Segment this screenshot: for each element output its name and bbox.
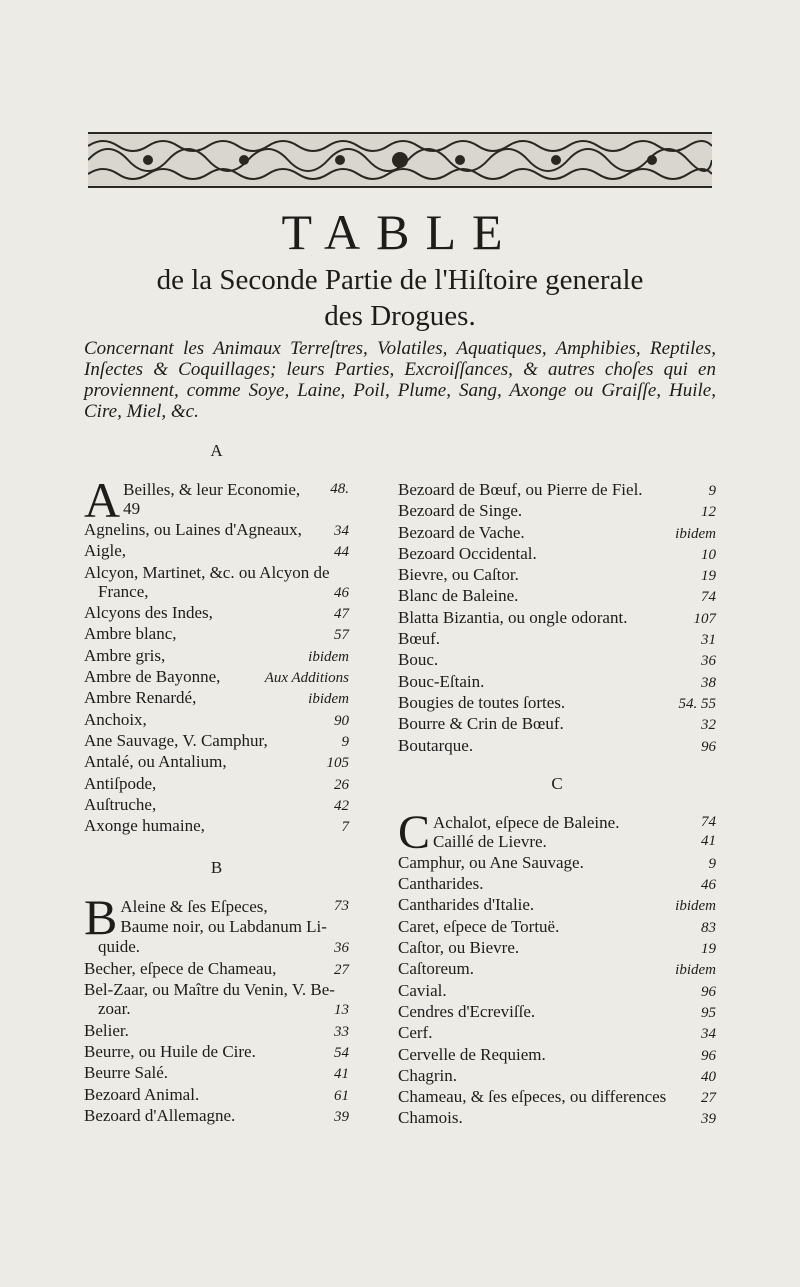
entry-text: Bougies de toutes ſortes. (398, 692, 566, 712)
index-entry (84, 646, 349, 667)
index-entry (398, 981, 716, 1002)
section-letter: C (551, 773, 563, 793)
entry-page: 42 (334, 797, 349, 814)
index-entry (84, 1106, 349, 1127)
entry-text: Ambre de Bayonne, (84, 667, 221, 687)
index-entry (84, 731, 349, 752)
entry-text: Bezoard de Vache. (398, 522, 525, 542)
index-entry (84, 1085, 349, 1106)
entry-text: Camphur, ou Ane Sauvage. (398, 852, 584, 872)
index-entry (398, 1066, 716, 1087)
index-entry (398, 523, 716, 544)
index-entry (398, 853, 716, 874)
entry-text: Blatta Bizantia, ou ongle odorant. (398, 607, 628, 627)
entry-text: Bezoard Occidental. (398, 543, 537, 563)
entry-page: 107 (693, 610, 716, 627)
entry-page: 9 (341, 733, 349, 750)
entry-page: ibidem (308, 648, 349, 665)
index-entry (398, 693, 716, 714)
entry-text: Cavial. (398, 980, 447, 1000)
section-c (398, 773, 716, 1130)
right-column (398, 440, 716, 1150)
entry-text: Belier. (84, 1020, 129, 1040)
entry-page: 34 (334, 523, 349, 539)
index-entry (398, 672, 716, 693)
left-column (84, 440, 349, 1147)
entry-page: 12 (701, 504, 716, 521)
index-entry (398, 1002, 716, 1023)
index-entry (84, 667, 349, 688)
entry-list (84, 937, 349, 1127)
entry-page: ibidem (675, 962, 716, 979)
entry-text: Chamois. (398, 1108, 463, 1128)
index-entry (398, 501, 716, 522)
entry-text: Axonge humaine, (84, 816, 205, 836)
entry-page: 46 (334, 584, 349, 601)
entry-text: Ambre blanc, (84, 624, 177, 644)
entry-page: 19 (701, 941, 716, 958)
index-entry (84, 710, 349, 731)
index-entry (84, 999, 349, 1020)
entry-page: 10 (701, 546, 716, 563)
entry-text: Bel-Zaar, ou Maître du Venin, V. Be- (84, 980, 335, 1000)
entry-page: 44 (334, 544, 349, 561)
entry-page: 19 (701, 568, 716, 585)
index-entry (84, 563, 349, 582)
index-entry (398, 917, 716, 938)
entry-text: Bezoard de Singe. (398, 501, 523, 521)
index-entry (398, 565, 716, 586)
index-entry (84, 980, 349, 999)
index-entry (120, 917, 349, 936)
entry-text: zoar. (98, 999, 131, 1019)
entry-text: Beurre Salé. (84, 1063, 169, 1083)
index-entry (84, 1042, 349, 1063)
entry-page: 54. 55 (678, 695, 716, 712)
entry-text: Alcyons des Indes, (84, 603, 213, 623)
entry-text: Ambre Renardé, (84, 688, 197, 708)
drop-cap-block (84, 889, 349, 946)
entry-text: Beurre, ou Huile de Cire. (84, 1041, 256, 1061)
entry-page: 95 (701, 1004, 716, 1021)
entry-page: 31 (701, 632, 716, 649)
index-entry (398, 480, 716, 501)
entry-page: 74 (701, 589, 716, 606)
entry-page: 96 (701, 983, 716, 1000)
entry-text: Cerf. (398, 1023, 433, 1043)
entry-text: Antalé, ou Antalium, (84, 752, 227, 772)
entry-text: Blanc de Baleine. (398, 586, 519, 606)
entry-text: Alcyon, Martinet, &c. ou Alcyon de (84, 562, 330, 582)
entry-text: Cantharides. (398, 874, 484, 894)
index-entry (84, 752, 349, 773)
entry-page: 96 (701, 1047, 716, 1064)
page-title: TABLE (281, 204, 519, 260)
entry-page: 39 (334, 1108, 349, 1125)
entry-text: Bievre, ou Caſtor. (398, 565, 519, 585)
entry-page: 9 (708, 855, 716, 872)
entry-text: quide. (98, 937, 141, 957)
entry-text: Caſtor, ou Bievre. (398, 938, 520, 958)
entry-text: Antiſpode, (84, 773, 157, 793)
entry-page: 41 (334, 1066, 349, 1083)
index-entry (398, 629, 716, 650)
section-b (84, 857, 349, 1127)
entry-page: 27 (334, 961, 349, 978)
entry-list (398, 480, 716, 757)
entry-list (398, 853, 716, 1130)
decorative-header-band (88, 132, 712, 188)
entry-page: 105 (326, 755, 349, 772)
entry-page: 32 (701, 717, 716, 734)
concerning-paragraph: Concernant les Animaux Terreſtres, Volatiles, Aquatiques, Amphibies, Reptiles, Inſectes & Coquillages; leurs Parties, Excroiſſances, & autres choſes qui en proviennent, comme Soye, Laine, Poil, Plume, Sang, Axonge ou Graiſſe, Huile, Cire, Miel, &c. (84, 338, 716, 422)
entry-page: 7 (341, 819, 349, 836)
entry-page: 96 (701, 738, 716, 755)
entry-page: 54 (334, 1044, 349, 1061)
entry-page: 47 (334, 606, 349, 623)
entry-text: Bouc-Eſtain. (398, 671, 485, 691)
index-entry (84, 541, 349, 562)
index-entry (84, 1063, 349, 1084)
entry-text: Agnelins, ou Laines d'Agneaux, (84, 520, 302, 539)
entry-text: Becher, eſpece de Chameau, (84, 958, 277, 978)
index-entry (398, 650, 716, 671)
entry-text: Caſtoreum. (398, 959, 475, 979)
entry-page: 48. (330, 481, 349, 497)
index-entry (84, 795, 349, 816)
entry-text: Bezoard d'Allemagne. (84, 1105, 236, 1125)
index-entry (84, 959, 349, 980)
entry-page: 74 (701, 813, 716, 830)
entry-page: 26 (334, 776, 349, 793)
entry-list (84, 520, 349, 837)
index-entry (123, 480, 349, 499)
entry-page: 41 (701, 833, 716, 850)
entry-page: 34 (701, 1026, 716, 1043)
index-entry (84, 816, 349, 837)
entry-page: 38 (701, 674, 716, 691)
entry-text: Bœuf. (398, 629, 441, 649)
entry-page: 36 (334, 940, 349, 957)
entry-page: 33 (334, 1023, 349, 1040)
entry-text: Caret, eſpece de Tortuë. (398, 916, 560, 936)
index-entry (398, 938, 716, 959)
entry-text: Cantharides d'Italie. (398, 895, 535, 915)
entry-page: 90 (334, 712, 349, 729)
index-entry (84, 520, 349, 541)
entry-text: Beilles, & leur Economie, (123, 480, 301, 499)
index-entry (398, 1108, 716, 1129)
entry-text: Bourre & Crin de Bœuf. (398, 714, 564, 734)
section-letter: B (210, 858, 223, 878)
entry-page: Aux Additions (264, 670, 349, 687)
entry-text: Caillé de Lievre. (433, 832, 547, 852)
entry-text: Baume noir, ou Labdanum Li- (120, 916, 327, 936)
entry-page: 39 (701, 1111, 716, 1128)
index-entry (398, 895, 716, 916)
entry-page: 13 (334, 1002, 349, 1019)
index-entry (84, 624, 349, 645)
entry-text: Ane Sauvage, V. Camphur, (84, 730, 268, 750)
index-entry (433, 813, 716, 832)
entry-text: Cendres d'Ecreviſſe. (398, 1001, 536, 1021)
entry-text: Bezoard Animal. (84, 1084, 200, 1104)
entry-text: Boutarque. (398, 735, 474, 755)
entry-page: ibidem (308, 691, 349, 708)
ornament-icon (88, 134, 712, 186)
index-entry (398, 959, 716, 980)
section-a (84, 440, 349, 837)
subtitle-line-1: de la Seconde Partie de l'Hiſtoire generale (156, 264, 644, 296)
entry-text: Auſtruche, (84, 794, 157, 814)
index-entry (84, 688, 349, 709)
entry-page: ibidem (675, 898, 716, 915)
index-entry (84, 937, 349, 958)
entry-text: France, (98, 581, 149, 601)
section-letter: A (210, 441, 223, 460)
entry-page: 83 (701, 919, 716, 936)
entry-page: 40 (701, 1068, 716, 1085)
entry-text: Aleine & ſes Eſpeces, (120, 897, 268, 917)
index-entry (398, 586, 716, 607)
drop-cap-block (398, 805, 716, 859)
spacer (398, 440, 716, 480)
entry-page: 27 (701, 1090, 716, 1107)
index-entry (84, 603, 349, 624)
entry-text: Cervelle de Requiem. (398, 1044, 546, 1064)
entry-text: Bouc. (398, 650, 439, 670)
entry-page: ibidem (675, 525, 716, 542)
index-entry (120, 897, 349, 916)
entry-text: Ambre gris, (84, 645, 166, 665)
drop-cap-block (84, 472, 349, 528)
index-entry (398, 608, 716, 629)
index-entry (84, 582, 349, 603)
entry-text: Achalot, eſpece de Baleine. (433, 812, 620, 832)
index-entry (398, 874, 716, 895)
entry-text: Chagrin. (398, 1065, 458, 1085)
entry-page: 9 (708, 483, 716, 499)
index-entry (84, 1021, 349, 1042)
index-entry (398, 1023, 716, 1044)
entry-page: 73 (334, 898, 349, 915)
entry-text: Anchoix, (84, 709, 147, 729)
index-entry (398, 736, 716, 757)
entry-text: Bezoard de Bœuf, ou Pierre de Fiel. (398, 480, 643, 499)
drop-cap: B (84, 889, 118, 946)
entry-page: 36 (701, 653, 716, 670)
index-entry (398, 1045, 716, 1066)
subtitle-line-2: des Drogues. (324, 300, 476, 332)
drop-cap: C (398, 805, 431, 859)
index-entry (123, 499, 349, 518)
entry-text: 49 (123, 499, 141, 519)
index-entry (398, 544, 716, 565)
drop-cap: A (84, 472, 121, 528)
index-entry (84, 774, 349, 795)
entry-page: 57 (334, 627, 349, 644)
entry-page: 61 (334, 1087, 349, 1104)
index-entry (398, 1087, 716, 1108)
index-entry (398, 714, 716, 735)
index-entry (433, 832, 716, 851)
entry-text: Aigle, (84, 541, 127, 561)
entry-page: 46 (701, 877, 716, 894)
entry-text: Chameau, & ſes eſpeces, ou differences (398, 1087, 667, 1107)
